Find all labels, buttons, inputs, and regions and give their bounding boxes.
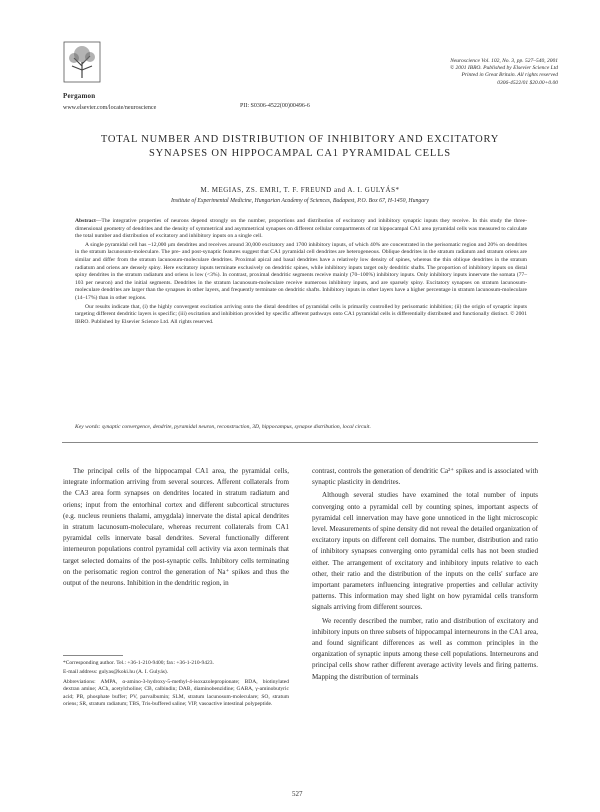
footnotes xyxy=(63,660,289,710)
footnote: *Corresponding author. Tel.: +36-1-210-9400; fax: +36-1-210-9423. xyxy=(63,660,214,666)
body-paragraph: contrast, controls the generation of dendritic Ca²⁺ spikes and is associated with synaptic plasticity in dendrites. xyxy=(312,467,538,487)
body-paragraph: We recently described the number, ratio and distribution of excitatory and inhibitory inputs on three subsets of hippocampal interneurons in the CA1 area, and found significant differences as well as common principles in the organization of synaptic inputs among these cell populations. Interneurons and principal cells show rather different average activity levels and firing patterns. Mapping the distribution of terminals xyxy=(312,616,538,681)
article-authors: M. MEGIAS, ZS. EMRI, T. F. FREUND and A. I. GULYÁS* xyxy=(200,186,400,194)
journal-line: Neuroscience Vol. 102, No. 3, pp. 527–540, 2001 xyxy=(450,58,558,64)
body-paragraph: Although several studies have examined the total number of inputs converging onto a pyramidal cell by counting spines, important aspects of pyramidal cell innervation may have gone unnoticed in the light microscopic level. Measurements of spine density did not reveal the detailed organization of excitatory inputs on different cell domains. The number, distribution and ratio of inhibitory synapses converging onto pyramidal cells has not been studied either. The arrangement of excitatory and inhibitory inputs relative to each other, their ratio and the distribution of the inputs on the cells' surface are important parameters influencing integrative properties and cellular activity patterns. This information may shed light on how pyramidal cells transform signals arriving from different sources. xyxy=(312,491,538,612)
abstract-paragraph: Abstract—The integrative properties of neurons depend strongly on the number, proportions and distribution of excitatory and inhibitory synaptic inputs they receive. In this study the three-dimensional geometry of dendrites and the density of symmetrical and asymmetrical synapses on different cellular compartments of rat hippocampal CA1 area pyramidal cells was measured to calculate the total number and distribution of excitatory and inhibitory inputs on a single cell. xyxy=(75,218,527,240)
footnote: Abbreviations: AMPA, α-amino-3-hydroxy-5-methyl-4-isoxazolepropionate; BDA, biotinylated dextran amine; ACh, acetylcholine; CB, calbindin; DAB, diaminobenzidine; GABA, γ-aminobutyric acid; PB, phosphate buffer; PV, parvalbumin; SLM, stratum lacunosum-moleculare; SO, stratum oriens; SR, stratum radiatum; TBS, Tris-buffered saline; VIP, vasoactive intestinal polypeptide. xyxy=(63,678,289,708)
body-column-right xyxy=(312,466,538,683)
publisher-name: Pergamon xyxy=(63,92,96,100)
body-column-left xyxy=(63,466,289,589)
keywords: Key words: synaptic convergence, dendrite, pyramidal neuron, reconstruction, 3D, hippocampus, synapse distribution, local circuit. xyxy=(75,424,371,430)
journal-line: © 2001 IBRO. Published by Elsevier Science Ltd xyxy=(449,65,558,72)
author-affiliation: Institute of Experimental Medicine, Hungarian Academy of Sciences, Budapest, P.O. Box 67, H-1450, Hungary xyxy=(170,198,429,204)
abstract-paragraph: A single pyramidal cell has ~12,000 μm dendrites and receives around 30,000 excitatory and 1700 inhibitory inputs, of which 40% are concentrated in the perisomatic region and 20% on dendrites in the stratum lacunosum-moleculare. The pre- and post-synaptic features suggest that CA1 pyramidal cell dendrites are heterogeneous. Oblique dendrites in the stratum radiatum and stratum oriens are similar and differ from the stratum lacunosum-moleculare dendrites. Proximal apical and basal dendrites have a relatively low density of spines, whereas the thin oblique dendrites in the stratum radiatum and oriens are densely spiny. Here excitatory inputs terminate exclusively on dendritic spines, while inhibitory inputs target only dendritic shafts. The proportion of inhibitory inputs on distal spiny dendrites in the stratum radiatum and oriens is low (<3%). In contrast, proximal dendritic segments receive mainly (70–100%) inhibitory inputs. Only inhibitory inputs innervate the somata (77–103 per neuron) and the initial segments. Dendrites in the stratum lacunosum-moleculare receive numerous inhibitory inputs, and are sparsely spiny. Excitatory synapses on stratum lacunosum-moleculare dendrites are larger than the synapses in other layers, and frequently terminate on dendritic shafts. Inhibitory inputs in other layers have a higher percentage in stratum lacunosum-moleculare (14–17%) than in other regions. xyxy=(75,241,527,301)
abstract xyxy=(75,218,527,327)
title-line: TOTAL NUMBER AND DISTRIBUTION OF INHIBITORY AND EXCITATORY xyxy=(100,134,500,145)
elsevier-tree-icon xyxy=(60,40,130,84)
section-divider xyxy=(62,442,538,443)
page-number: 527 xyxy=(292,790,303,798)
journal-info xyxy=(398,58,558,87)
publisher-website[interactable]: www.elsevier.com/locate/neuroscience xyxy=(63,105,157,111)
body-paragraph: The principal cells of the hippocampal CA1 area, the pyramidal cells, integrate information arriving from several sources. Afferent collaterals from the CA3 area form synapses on dendrites located in stratum radiatum and oriens; input from the entorhinal cortex and different subcortical structures (e.g. nucleus reuniens thalami, amygdala) innervate the distal apical dendrites in stratum lacunosum-moleculare, whereas recurrent collaterals from CA1 pyramidal cells innervate basal dendrites. Several functionally different interneuron populations control pyramidal cell activity via axon terminals that target selected domains of the post-synaptic cells. Inhibitory cells terminating on the perisomatic region control the generation of Na⁺ spikes and thus the output of the neurons. Inhibition in the dendritic region, in xyxy=(63,467,289,588)
title-line: SYNAPSES ON HIPPOCAMPAL CA1 PYRAMIDAL CELLS xyxy=(149,148,451,159)
publisher-logo xyxy=(60,40,130,84)
journal-line: 0306-4522/01 $20.00+0.00 xyxy=(497,79,558,86)
abstract-label: Abstract xyxy=(75,218,96,224)
pii-code: PII: S0306-4522(00)00496-6 xyxy=(240,103,310,109)
journal-line: Printed in Great Britain. All rights reserved xyxy=(461,72,558,79)
footnote: E-mail address: gulyas@koki.hu (A. I. Gulyás). xyxy=(63,669,169,676)
abstract-paragraph: Our results indicate that, (i) the highly convergent excitation arriving onto the distal dendrites of pyramidal cells is primarily controlled by perisomatic inhibition; (ii) the origin of synaptic inputs targeting different dendritic layers is specific; (iii) excitation and inhibition provided by specific afferent pathways onto CA1 pyramidal cells is differentially distributed and functionally distinct. © 2001 IBRO. Published by Elsevier Science Ltd. All rights reserved. xyxy=(75,303,527,325)
footnote-divider xyxy=(63,655,123,656)
article-title xyxy=(60,133,540,161)
